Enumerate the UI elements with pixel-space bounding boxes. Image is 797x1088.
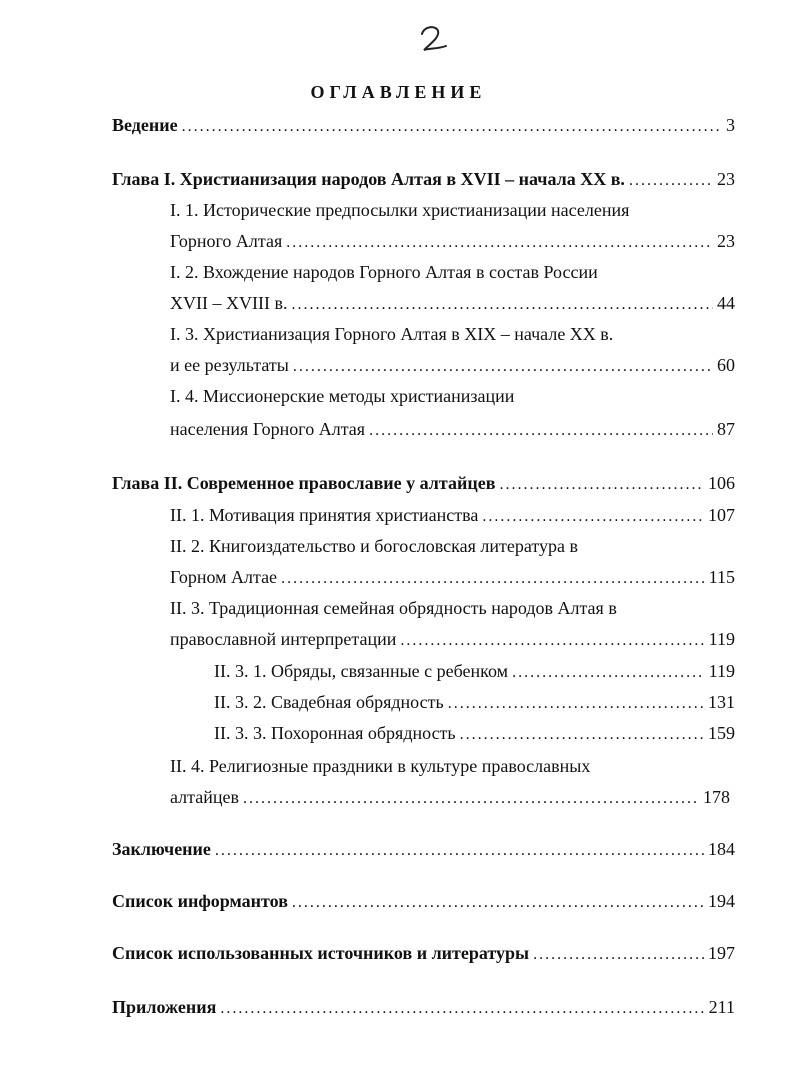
toc-entry-2-1[interactable] xyxy=(170,504,735,528)
toc-page-number: 178 xyxy=(703,787,730,807)
leader-dots xyxy=(292,892,704,914)
toc-entry-2-3-2[interactable] xyxy=(214,691,735,715)
toc-page-number: 119 xyxy=(708,661,735,681)
leader-dots xyxy=(482,506,704,528)
leader-dots xyxy=(182,116,722,138)
leader-dots xyxy=(533,944,704,966)
leader-dots xyxy=(220,998,704,1020)
toc-label: Список использованных источников и литературы xyxy=(112,943,530,963)
toc-page-number: 44 xyxy=(717,293,735,313)
toc-entry-intro[interactable] xyxy=(112,114,735,138)
toc-label: Горном Алтае xyxy=(170,567,278,587)
toc-page-number: 131 xyxy=(708,692,735,712)
toc-entry-conclusion[interactable] xyxy=(112,838,735,862)
leader-dots xyxy=(629,170,713,192)
toc-page-number: 197 xyxy=(708,943,735,963)
toc-label: населения Горного Алтая xyxy=(170,419,366,439)
toc-label: Приложения xyxy=(112,997,217,1017)
leader-dots xyxy=(400,630,704,652)
handwritten-page-number xyxy=(416,22,450,56)
toc-page-number: 184 xyxy=(708,839,735,859)
toc-entry-1-4[interactable] xyxy=(170,418,735,442)
toc-entry-2-4-line1: II. 4. Религиозные праздники в культуре православных xyxy=(170,756,591,776)
toc-entry-2-3-3[interactable] xyxy=(214,722,735,746)
toc-page-number: 23 xyxy=(717,231,735,251)
toc-entry-2-3-line1: II. 3. Традиционная семейная обрядность народов Алтая в xyxy=(170,598,617,618)
toc-label: Глава II. Современное православие у алтайцев xyxy=(112,473,496,493)
toc-entry-chapter-1[interactable] xyxy=(112,168,735,192)
leader-dots xyxy=(286,232,713,254)
toc-entry-informants[interactable] xyxy=(112,890,735,914)
leader-dots xyxy=(293,356,713,378)
toc-page-number: 194 xyxy=(708,891,735,911)
leader-dots xyxy=(215,840,704,862)
toc-entry-2-3[interactable] xyxy=(170,628,735,652)
toc-label: Ведение xyxy=(112,115,178,135)
leader-dots xyxy=(281,568,705,590)
toc-page-number: 119 xyxy=(708,629,735,649)
toc-label: II. 3. 1. Обряды, связанные с ребенком xyxy=(214,661,509,681)
toc-entry-sources[interactable] xyxy=(112,942,735,966)
page-title: ОГЛАВЛЕНИЕ xyxy=(310,82,487,102)
toc-entry-2-3-1[interactable] xyxy=(214,660,735,684)
toc-page-number: 211 xyxy=(708,997,735,1017)
leader-dots xyxy=(448,693,704,715)
toc-page-number: 60 xyxy=(717,355,735,375)
toc-label: Глава I. Христианизация народов Алтая в XVII – начала XX в. xyxy=(112,169,625,189)
toc-entry-chapter-2[interactable] xyxy=(112,472,735,496)
toc-page-number: 106 xyxy=(708,473,735,493)
toc-entry-1-2-line1: I. 2. Вхождение народов Горного Алтая в состав России xyxy=(170,262,598,282)
toc-page-number: 107 xyxy=(708,505,735,525)
toc-entry-appendix[interactable] xyxy=(112,996,735,1020)
toc-label: II. 3. 2. Свадебная обрядность xyxy=(214,692,444,712)
leader-dots xyxy=(499,474,704,496)
leader-dots xyxy=(291,294,713,316)
toc-entry-2-4[interactable] xyxy=(170,786,730,810)
toc-label: II. 1. Мотивация принятия христианства xyxy=(170,505,479,525)
toc-label: Заключение xyxy=(112,839,211,859)
toc-label: православной интерпретации xyxy=(170,629,397,649)
toc-entry-1-1-line1: I. 1. Исторические предпосылки христианизации населения xyxy=(170,200,630,220)
toc-page-number: 159 xyxy=(708,723,735,743)
leader-dots xyxy=(369,420,713,442)
toc-entry-2-2[interactable] xyxy=(170,566,735,590)
toc-page-number: 87 xyxy=(717,419,735,439)
toc-label: II. 3. 3. Похоронная обрядность xyxy=(214,723,456,743)
toc-label: XVII – XVIII в. xyxy=(170,293,288,313)
leader-dots xyxy=(243,788,699,810)
toc-entry-1-4-line1: I. 4. Миссионерские методы христианизации xyxy=(170,386,515,406)
toc-page-number: 23 xyxy=(717,169,735,189)
toc-label: Горного Алтая xyxy=(170,231,283,251)
toc-label: Список информантов xyxy=(112,891,288,911)
toc-page-number: 3 xyxy=(726,115,735,135)
toc-entry-1-2[interactable] xyxy=(170,292,735,316)
toc-entry-1-3[interactable] xyxy=(170,354,735,378)
leader-dots xyxy=(460,724,704,746)
toc-label: алтайцев xyxy=(170,787,239,807)
toc-label: и ее результаты xyxy=(170,355,289,375)
toc-entry-1-1[interactable] xyxy=(170,230,735,254)
leader-dots xyxy=(512,662,705,684)
toc-entry-1-3-line1: I. 3. Христианизация Горного Алтая в XIX – начале XX в. xyxy=(170,324,614,344)
toc-entry-2-2-line1: II. 2. Книгоиздательство и богословская литература в xyxy=(170,536,578,556)
toc-page-number: 115 xyxy=(708,567,735,587)
